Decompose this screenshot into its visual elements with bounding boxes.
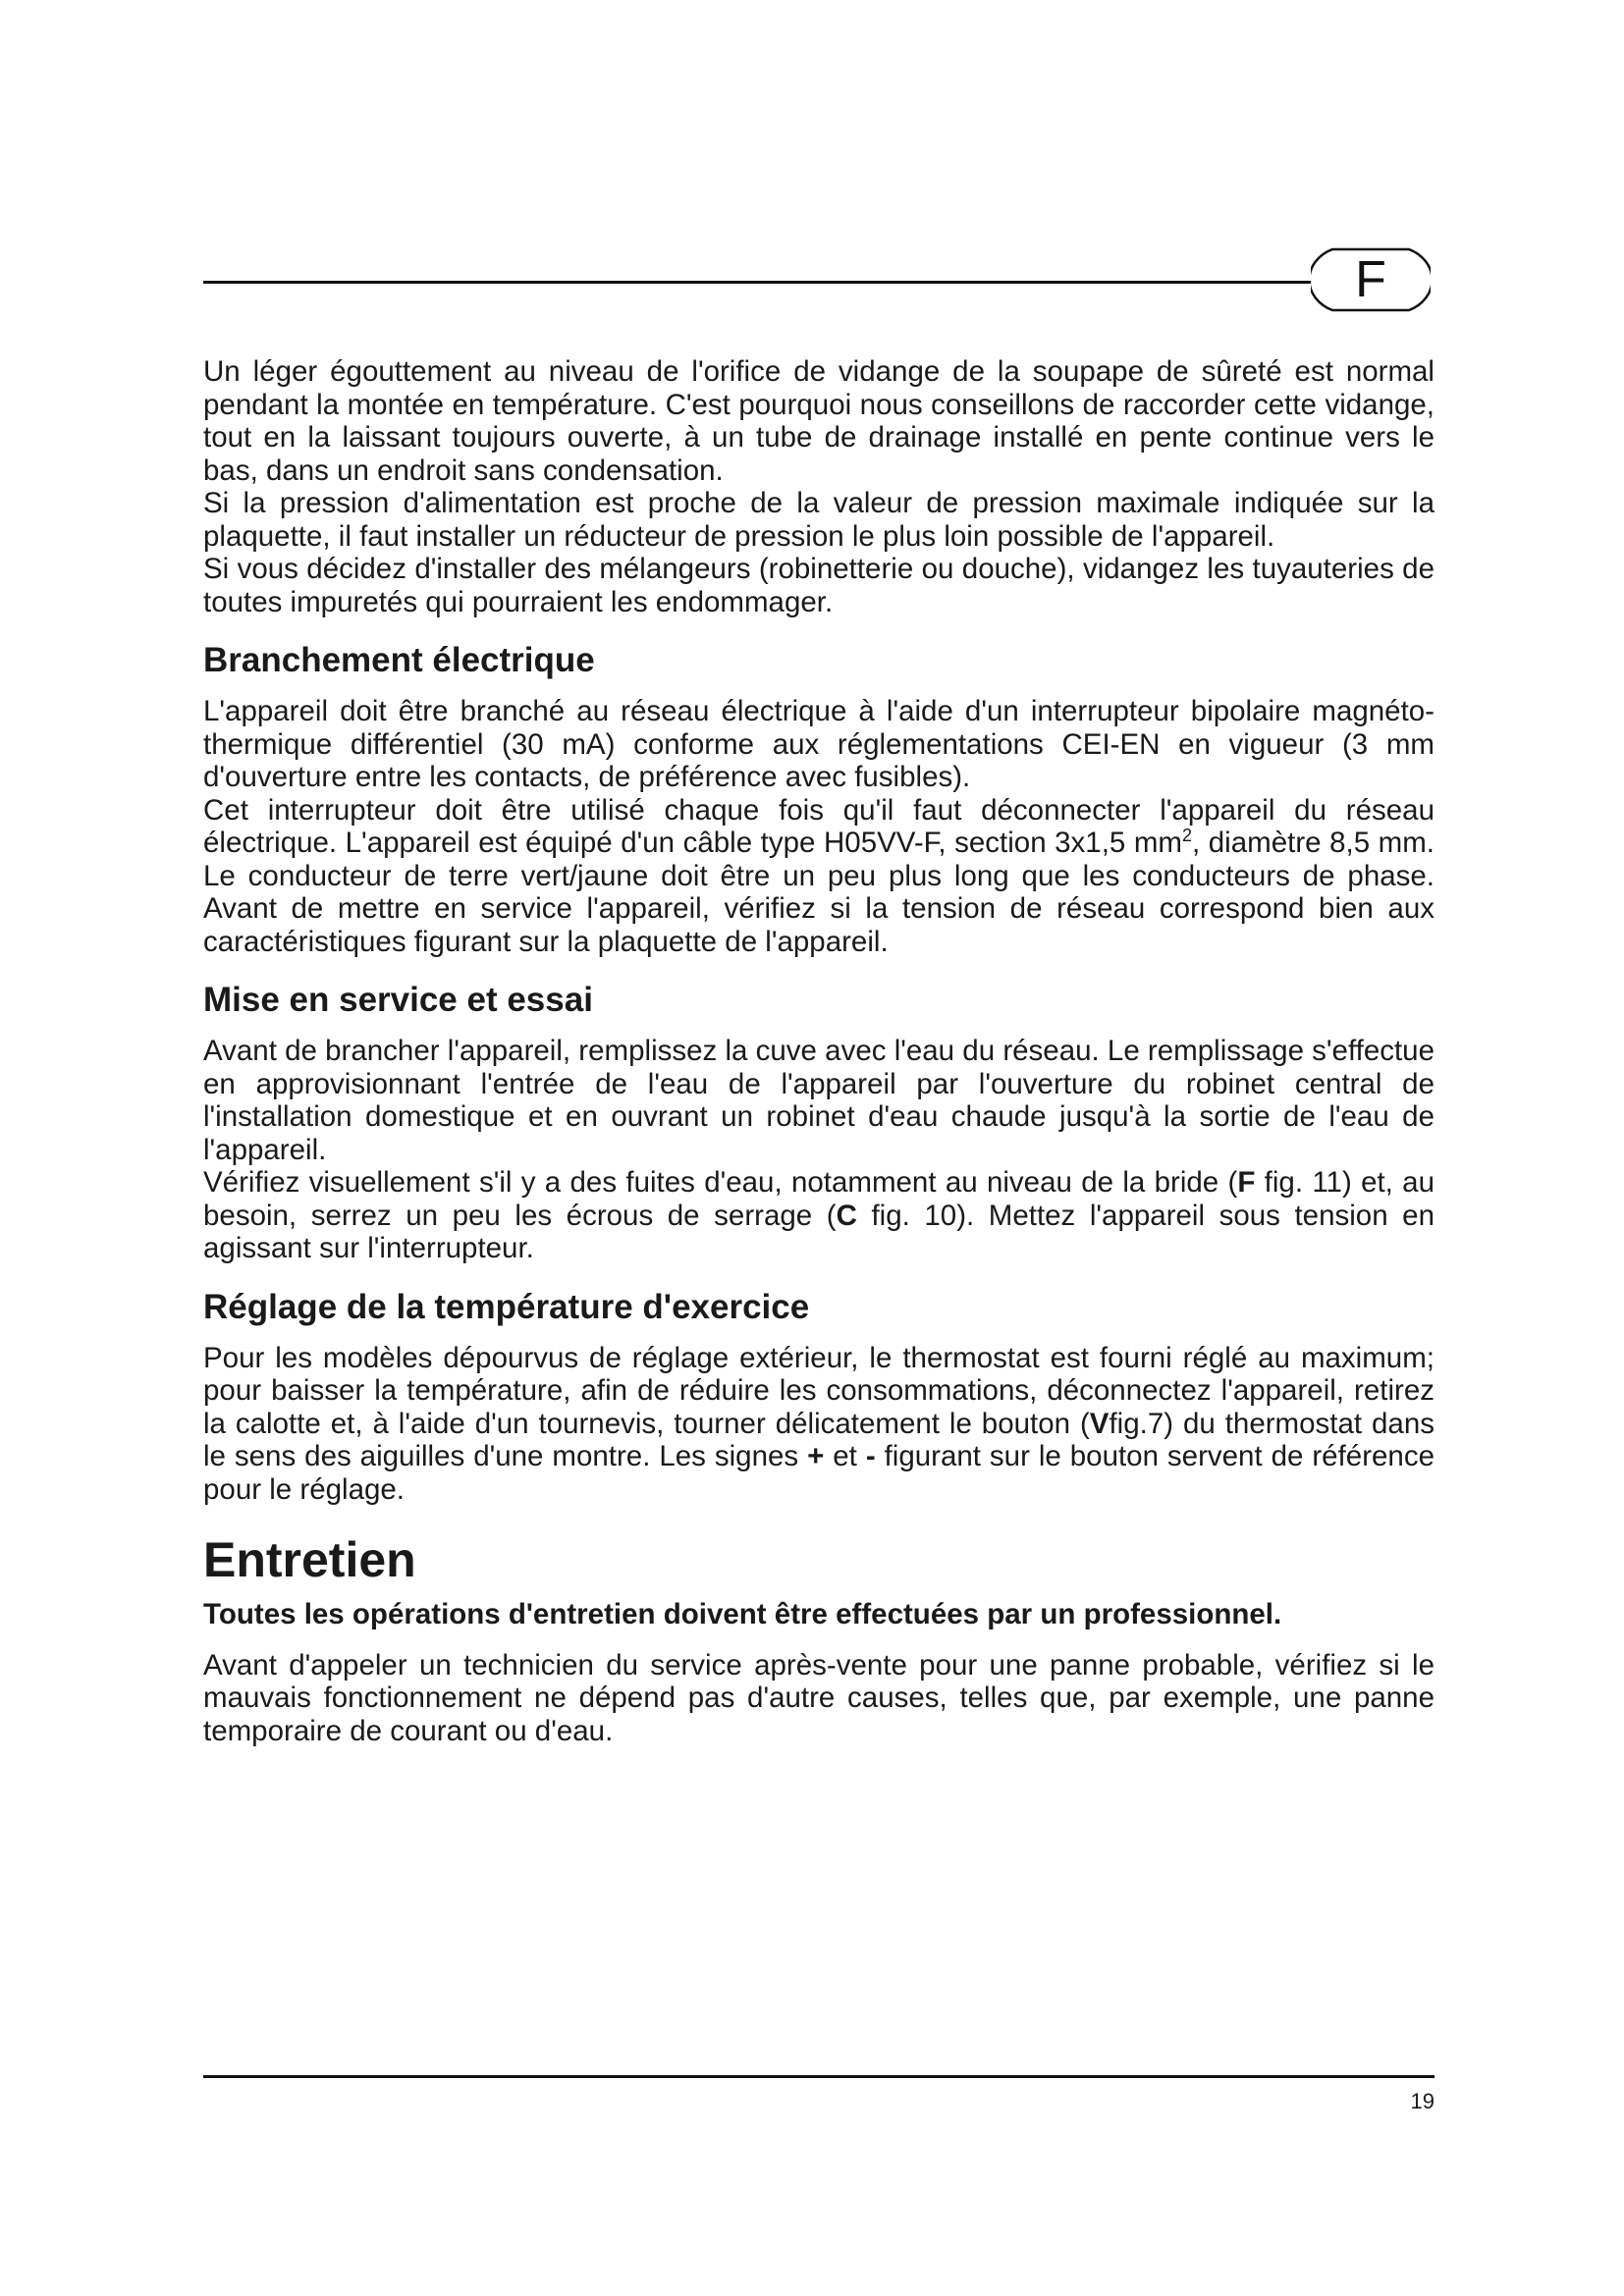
header-rule: [203, 281, 1311, 284]
reglage-section: [203, 1287, 1435, 1507]
mise-p2-middle: fig. 11) et, au besoin, serrez un peu les écrous de serrage (: [203, 1166, 1435, 1232]
branchement-section: [203, 640, 1435, 958]
ref-c: C: [836, 1199, 857, 1232]
mise-en-service-section: [203, 980, 1435, 1265]
minus-sign: -: [865, 1440, 876, 1472]
reglage-paragraph: [203, 1342, 1435, 1507]
footer-rule: [203, 2075, 1435, 2078]
branchement-p2-start: Cet interrupteur doit être utilisé chaque fois qu'il faut déconnecter l'appareil du réseau électrique. L'appareil est équipé d'un câble type H05VV-F, section 3x1,5 mm: [203, 793, 1435, 859]
reglage-p-and: et: [824, 1440, 866, 1472]
reglage-p-start: Pour les modèles dépourvus de réglage extérieur, le thermostat est fourni réglé au maximum; pour baisser la température, afin de réduire les consommations, déconnectez l'appareil, retirez la calotte et, à l'aide d'un tournevis, tourner délicatement le bouton (: [203, 1341, 1435, 1440]
intro-section: [203, 355, 1435, 618]
mise-en-service-heading: Mise en service et essai: [203, 981, 593, 1019]
branchement-p2-end: , diamètre 8,5 mm. Le conducteur de terre vert/jaune doit être un peu plus long que les conducteurs de phase. Avant de mettre en service l'appareil, vérifiez si la tension de réseau correspond bien aux caractéristiques figurant sur la plaquette de l'appareil.: [203, 827, 1435, 958]
ref-f: F: [1237, 1166, 1256, 1199]
intro-paragraph-1: Un léger égouttement au niveau de l'orifice de vidange de la soupape de sûreté est normal pendant la montée en température. C'est pourquoi nous conseillons de raccorder cette vidange, tout en la laissant toujours ouverte, à un tube de drainage installé en pente continue vers le bas, dans un endroit sans condensation.: [203, 355, 1435, 487]
reglage-heading: Réglage de la température d'exercice: [203, 1287, 810, 1326]
plus-sign: +: [807, 1440, 825, 1472]
ref-v: V: [1089, 1407, 1110, 1440]
branchement-paragraph-1: L'appareil doit être branché au réseau électrique à l'aide d'un interrupteur bipolaire magnéto-thermique différentiel (30 mA) conforme aux réglementations CEI-EN en vigueur (3 mm d'ouverture entre les contacts, de préférence avec fusibles).: [203, 695, 1435, 793]
superscript-2: 2: [1182, 826, 1193, 846]
mise-en-service-paragraph-2: [203, 1166, 1435, 1265]
mise-p2-end: fig. 10). Mettez l'appareil sous tension en agissant sur l'interrupteur.: [203, 1199, 1435, 1264]
page-content: [203, 355, 1435, 1747]
language-badge: [1311, 240, 1431, 320]
mise-p2-start: Vérifiez visuellement s'il y a des fuites d'eau, notamment au niveau de la bride (: [203, 1166, 1238, 1199]
reglage-p-middle: fig.7) du thermostat dans le sens des aiguilles d'une montre. Les signes: [203, 1407, 1435, 1472]
page-number: 19: [1410, 2089, 1435, 2113]
language-badge-letter: F: [1355, 251, 1386, 308]
intro-paragraph-2: Si la pression d'alimentation est proche de la valeur de pression maximale indiquée sur la plaquette, il faut installer un réducteur de pression le plus loin possible de l'appareil.: [203, 487, 1435, 553]
entretien-lead: Toutes les opérations d'entretien doivent être effectuées par un professionnel.: [203, 1598, 1282, 1630]
entretien-paragraph: Avant d'appeler un technicien du service après-vente pour une panne probable, vérifiez si le mauvais fonctionnement ne dépend pas d'autre causes, telles que, par exemple, une panne temporaire de courant ou d'eau.: [203, 1648, 1435, 1747]
reglage-p-end: figurant sur le bouton servent de référence pour le réglage.: [203, 1440, 1435, 1506]
intro-paragraph-3: Si vous décidez d'installer des mélangeurs (robinetterie ou douche), vidangez les tuyauteries de toutes impuretés qui pourraient les endommager.: [203, 553, 1435, 618]
entretien-section: [203, 1529, 1435, 1747]
entretien-heading: Entretien: [203, 1532, 416, 1587]
branchement-paragraph-2: [203, 794, 1435, 959]
branchement-heading: Branchement électrique: [203, 641, 595, 679]
mise-en-service-paragraph-1: Avant de brancher l'appareil, remplissez la cuve avec l'eau du réseau. Le remplissage s'effectue en approvisionnant l'entrée de l'eau de l'appareil par l'ouverture du robinet central de l'installation domestique et en ouvrant un robinet d'eau chaude jusqu'à la sortie de l'eau de l'appareil.: [203, 1035, 1435, 1166]
